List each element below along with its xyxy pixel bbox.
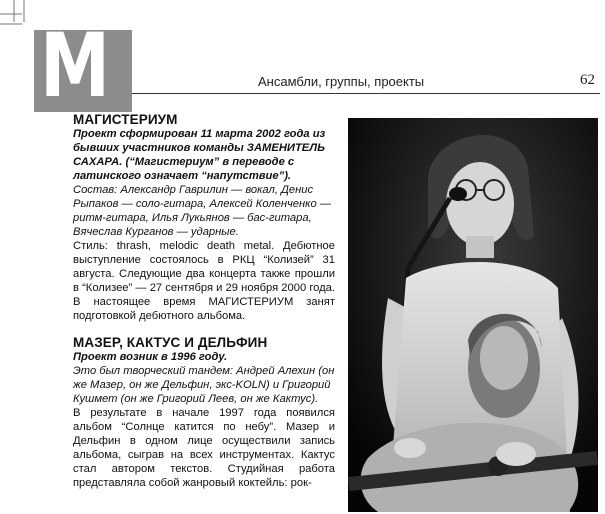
article-body: Стиль: thrash, melodic death metal. Дебютное выступление состоялось в РКЦ “Колизей” 31 августа. Следующие два концерта также прошли в “Колизее” — 27 сентября и 29 ноября 2000 года. В настоящее время МАГИСТЕРИУМ занят подготовкой дебютного альбома. [73, 240, 335, 322]
article-intro: Проект сформирован 11 марта 2002 года из бывших участников команды ЗАМЕНИТЕЛЬ САХАРА. (“Магистериум” в переводе с латинского означает “напутствие”). [73, 128, 326, 182]
article-body: В результате в начале 1997 года появился альбом “Солнце катится по небу”. Мазер и Дельфин в одном лице осуществили запись альбома, сыграв на всех инструментах. Кактус стал автором текстов. Студийная работа представляла собой жанровый коктейль: рок- [73, 407, 335, 489]
article-intro: Проект возник в 1996 году. [73, 351, 228, 363]
running-head: Ансамбли, группы, проекты [258, 74, 425, 89]
musician-photo [348, 118, 598, 512]
article-title: МАЗЕР, КАКТУС И ДЕЛЬФИН [73, 335, 268, 350]
article-column [73, 112, 335, 490]
article-title: МАГИСТЕРИУМ [73, 112, 178, 127]
section-letter: М [40, 14, 111, 117]
page-number: 62 [580, 72, 595, 88]
article-lineup: Это был творческий тандем: Андрей Алехин (он же Мазер, он же Дельфин, экс-KOLN) и Григорий Кушмет (он же Григорий Леев, он же Кактус). [73, 365, 335, 405]
header-rule [132, 93, 600, 94]
article-lineup: Состав: Александр Гаврилин — вокал, Денис Рыпаков — соло-гитара, Алексей Коленченко — ритм-гитара, Илья Лукьянов — бас-гитара, Вячеслав Курганов — ударные. [73, 184, 331, 238]
